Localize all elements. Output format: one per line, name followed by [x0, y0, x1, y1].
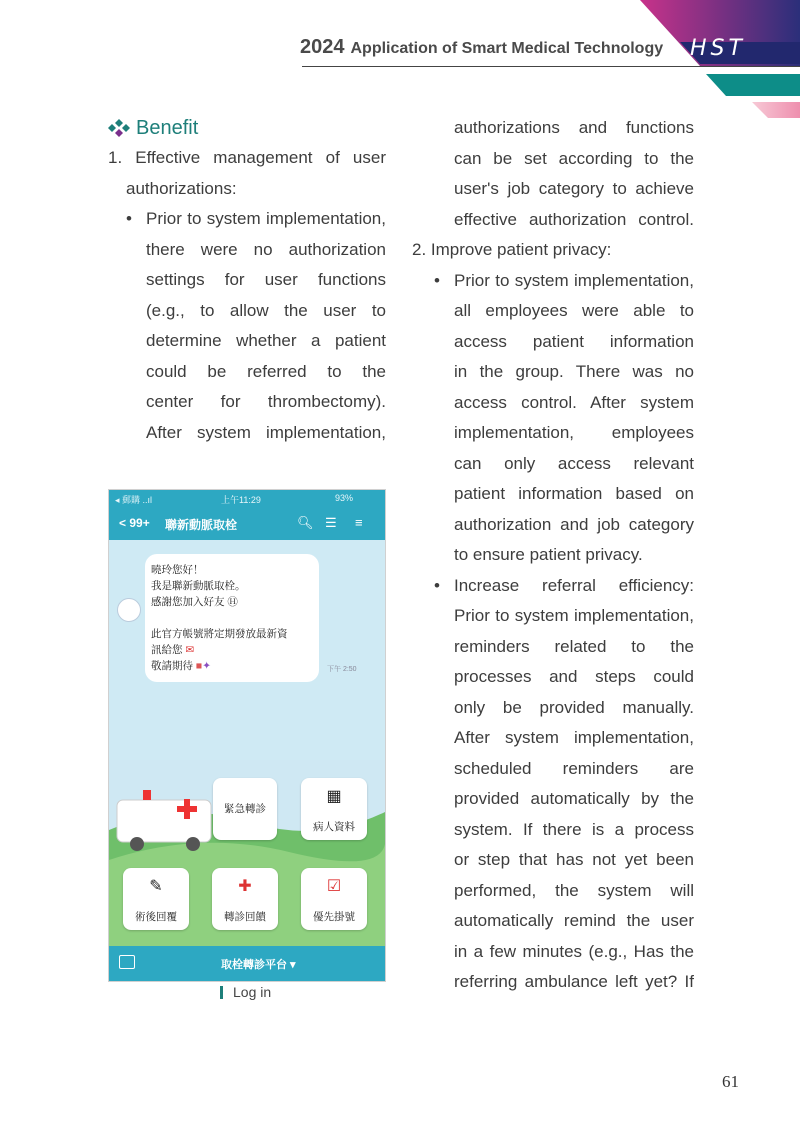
- patient-info-button[interactable]: ▦ 病人資料: [301, 778, 367, 840]
- bullet-line: can only access relevant: [454, 453, 694, 473]
- patient-icon: ▦: [326, 788, 342, 805]
- bullet-line: scheduled reminders are: [454, 758, 694, 778]
- bubble-line: 我是聯新動脈取栓。: [151, 580, 246, 592]
- continuation-block: [412, 113, 694, 235]
- status-carrier: ◂ 郵購 ..ıl: [115, 495, 153, 505]
- running-header: [300, 36, 663, 59]
- bullet-line: or step that has not yet been: [454, 850, 694, 869]
- medical-doc-icon: ✚: [238, 878, 252, 895]
- bullet-line: Increase referral efficiency:: [454, 575, 694, 595]
- bullet-line: authorization and job category: [454, 514, 694, 534]
- bullet-line: performed, the system will: [454, 880, 694, 900]
- heading-text: Benefit: [136, 117, 199, 139]
- app-screenshot: [108, 489, 386, 982]
- bullet-line: to ensure patient privacy.: [454, 545, 643, 564]
- bubble-line: 感謝您加入好友 Ⓗ: [151, 596, 238, 608]
- keyboard-icon[interactable]: [119, 955, 135, 969]
- bullet-line: could be referred to the: [146, 361, 386, 381]
- bullet-line: implementation, employees: [454, 423, 694, 442]
- notes-icon[interactable]: ☰: [325, 515, 337, 530]
- bullet-line: access control. After system: [454, 392, 694, 412]
- section-heading: [108, 113, 386, 143]
- bullet-line: patient information based on: [454, 484, 694, 503]
- chat-area: [109, 540, 385, 760]
- bullet-line: there were no authorization: [146, 239, 386, 259]
- bullet-line: all employees were able to: [454, 301, 694, 320]
- bullet-line: Prior to system implementation,: [146, 209, 386, 228]
- bullet-line: in a few minutes (e.g., Has the: [454, 941, 694, 961]
- left-column: [108, 113, 386, 448]
- platform-label: 取栓轉診平台 ▾: [221, 959, 296, 971]
- bullet-line: provided automatically by the: [454, 789, 694, 808]
- right-column: [412, 113, 694, 998]
- menu-toggle-bar[interactable]: [109, 946, 385, 981]
- envelope-icon: ✉: [185, 644, 195, 656]
- chat-nav-bar: [109, 508, 385, 540]
- bullet-line: Prior to system implementation,: [454, 270, 694, 290]
- bullet-dot: •: [434, 270, 440, 290]
- item1-line: authorizations:: [126, 178, 237, 198]
- chat-title: 聯新動脈取栓: [165, 518, 238, 532]
- referral-reply-button[interactable]: ✚ 轉診回饋: [212, 868, 278, 930]
- header-title: Application of Smart Medical Technology: [350, 40, 664, 57]
- item2-heading: 2. Improve patient privacy:: [412, 240, 612, 259]
- phone-status-bar: [109, 490, 385, 508]
- figure-caption: [220, 984, 271, 1000]
- hst-logo: HST: [690, 36, 746, 61]
- calendar-icon: ☑: [326, 878, 342, 895]
- header-year: 2024: [300, 36, 345, 58]
- status-battery: 93%: [335, 493, 354, 503]
- bullet-dot: •: [434, 575, 440, 595]
- item1-bullet: [108, 204, 386, 448]
- bubble-line: [151, 610, 313, 626]
- bubble-line: 訊給您 ✉: [151, 644, 195, 656]
- diamond-bullet-icon: [108, 119, 130, 137]
- message-time: 下午 2:50: [327, 666, 357, 673]
- bullet-line: referring ambulance left yet? If: [454, 972, 694, 991]
- postop-reply-button[interactable]: ✎ 術後回覆: [123, 868, 189, 930]
- header-decoration: [0, 0, 800, 130]
- bullet-line: center for thrombectomy).: [146, 392, 386, 411]
- bullet-line: settings for user functions: [146, 270, 386, 289]
- item1-line: 1. Effective management of user: [108, 148, 386, 167]
- bullet-line: automatically remind the user: [454, 911, 694, 930]
- caption-text: Log in: [233, 984, 272, 1000]
- status-time: 上午11:29: [221, 495, 261, 505]
- text-line: effective authorization control.: [454, 209, 694, 229]
- bullet-line: system. If there is a process: [454, 819, 694, 839]
- search-icon[interactable]: 🔍︎: [297, 515, 314, 530]
- bullet-line: determine whether a patient: [146, 331, 386, 350]
- emergency-referral-button[interactable]: 緊急轉診: [213, 778, 277, 840]
- text-line: user's job category to achieve: [454, 179, 694, 198]
- bubble-line: 此官方帳號將定期發放最新資: [151, 628, 288, 640]
- bullet-line: in the group. There was no: [454, 362, 694, 381]
- gift-icon: ■: [195, 660, 203, 672]
- bullet-line: only be provided manually.: [454, 697, 694, 717]
- bullet-line: After system implementation,: [146, 422, 386, 442]
- back-button[interactable]: < 99+: [119, 516, 150, 530]
- bullet-line: reminders related to the: [454, 636, 694, 656]
- bullet-line: Prior to system implementation,: [454, 606, 694, 625]
- avatar: [117, 598, 141, 622]
- star-icon: ✦: [202, 660, 212, 672]
- bullet-line: processes and steps could: [454, 667, 694, 686]
- bullet-line: (e.g., to allow the user to: [146, 300, 386, 320]
- item2-bullet-1: [412, 266, 694, 571]
- text-line: can be set according to the: [454, 148, 694, 168]
- menu-icon[interactable]: ≡: [355, 515, 363, 530]
- text-line: authorizations and functions: [454, 118, 694, 137]
- badge-icon: Ⓗ: [227, 596, 238, 608]
- priority-registration-button[interactable]: ☑ 優先掛號: [301, 868, 367, 930]
- bullet-line: After system implementation,: [454, 728, 694, 747]
- page-number: 61: [722, 1072, 739, 1091]
- item2-bullet-2: [412, 571, 694, 998]
- message-bubble: [145, 554, 319, 682]
- form-icon: ✎: [149, 878, 163, 895]
- bubble-line: 敬請期待 ■✦: [151, 660, 212, 672]
- bullet-dot: •: [126, 209, 132, 228]
- rich-menu: [109, 760, 385, 946]
- bullet-line: access patient information: [454, 331, 694, 351]
- caption-bar: [220, 986, 223, 999]
- header-rule: [302, 66, 800, 67]
- bubble-line: 曉玲您好！: [151, 564, 204, 576]
